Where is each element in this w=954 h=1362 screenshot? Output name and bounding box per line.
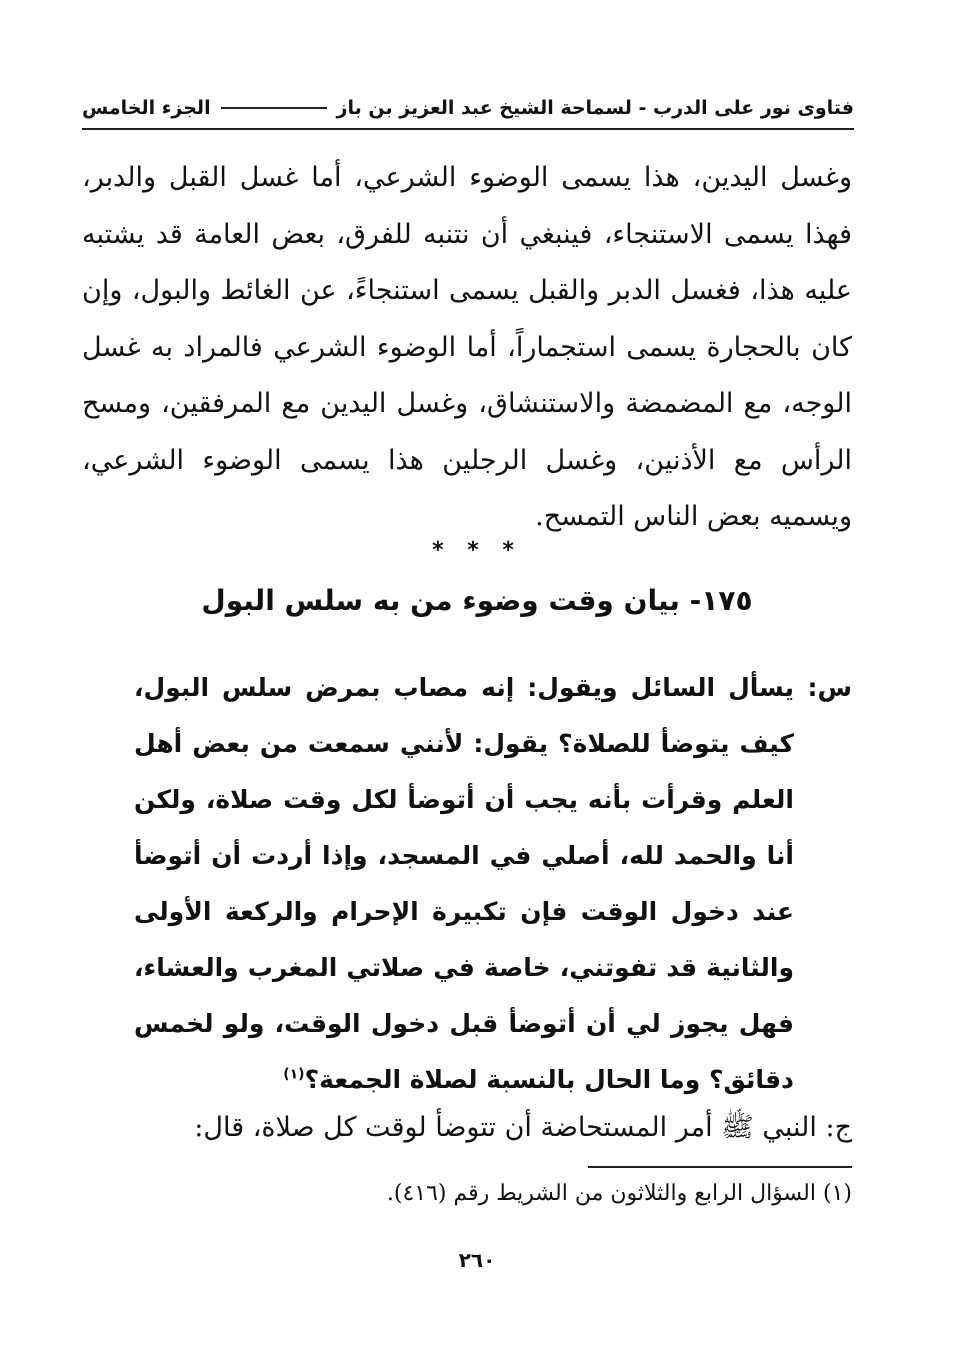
question-text: يسأل السائل ويقول: إنه مصاب بمرض سلس البول، كيف يتوضأ للصلاة؟ يقول: لأنني سمعت من بعض أهل العلم وقرأت بأنه يجب أن أتوضأ لكل وقت صلاة، ولكن أنا والحمد لله، أصلي في المسجد، وإذا أردت أن أتوضأ عند دخول الوقت فإن تكبيرة الإحرام والركعة الأولى والثانية قد تفوتني، خاصة في صلاتي المغرب والعشاء، فهل يجوز لي أن أتوضأ قبل دخول الوقت، ولو لخمس دقائق؟ وما الحال بالنسبة لصلاة الجمعة؟ [134, 673, 794, 1094]
running-header [82, 88, 854, 130]
answer-block [82, 1102, 852, 1154]
volume-label: الجزء الخامس [82, 97, 211, 119]
header-rule [221, 107, 327, 109]
question-text-wrapper [134, 660, 794, 1108]
question-block [112, 660, 852, 1108]
body-paragraph: وغسل اليدين، هذا يسمى الوضوء الشرعي، أما غسل القبل والدبر، فهذا يسمى الاستنجاء، فينبغي أن نتنبه للفرق، بعض العامة قد يشتبه عليه هذا، فغسل الدبر والقبل يسمى استنجاءً، عن الغائط والبول، وإن كان بالحجارة يسمى استجماراً، أما الوضوء الشرعي فالمراد به غسل الوجه، مع المضمضة والاستنشاق، وغسل اليدين مع المرفقين، ومسح الرأس مع الأذنين، وغسل الرجلين هذا يسمى الوضوء الشرعي، ويسميه بعض الناس التمسح. [82, 162, 852, 532]
question-label: س: [807, 673, 852, 702]
footnote-reference: (١) [283, 1066, 305, 1083]
footnote-divider [588, 1166, 852, 1168]
section-heading: ١٧٥- بيان وقت وضوء من به سلس البول [201, 584, 753, 617]
answer-text: النبي ﷺ أمر المستحاضة أن تتوضأ لوقت كل صلاة، قال: [194, 1112, 817, 1143]
answer-label: ج: [825, 1112, 852, 1143]
book-title: فتاوى نور على الدرب - لسماحة الشيخ عبد العزيز بن باز [336, 97, 854, 119]
footnote: (١) السؤال الرابع والثلاثون من الشريط رقم (٤١٦). [386, 1181, 852, 1206]
page-number: ٢٦٠ [458, 1248, 496, 1272]
section-separator: * * * [432, 538, 522, 563]
